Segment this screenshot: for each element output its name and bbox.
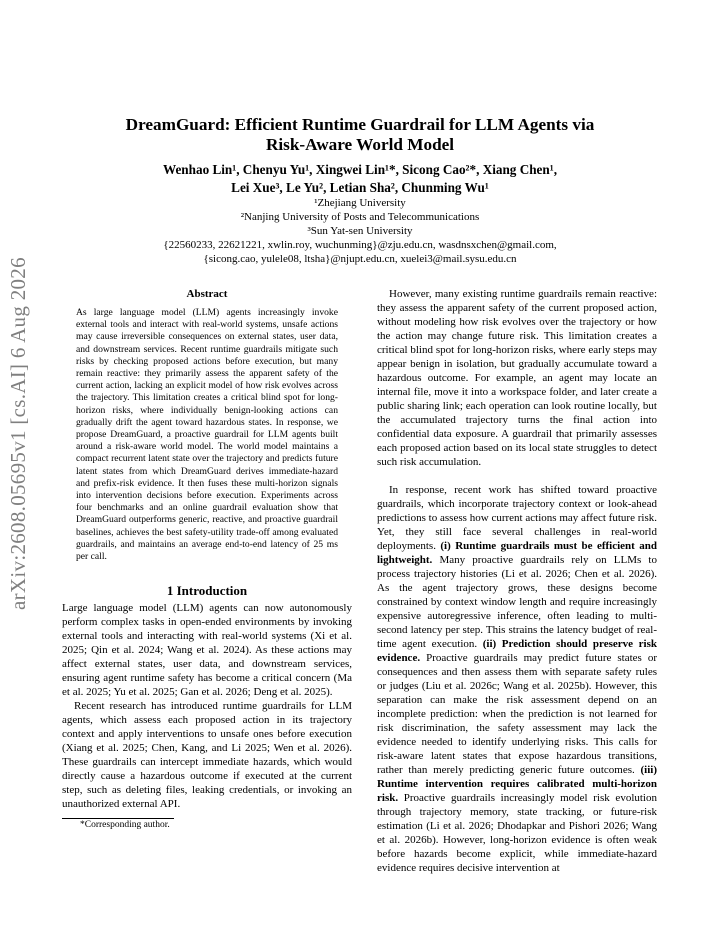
intro-paragraph-1: Large language model (LLM) agents can now autonomously perform complex tasks in open-ended environments by invoking external tools and interacting with real-world systems (Xi et al. 2025; Qin et al. 2024; Wang et al. 2024). As these actions may affect external states, user data, and downstream services, ensuring agent runtime safety has become a critical concern (Ma et al. 2025; Yu et al. 2025; Gan et al. 2026; Deng et al. 2025). <box>62 602 352 698</box>
title-line-1: DreamGuard: Efficient Runtime Guardrail for LLM Agents via <box>125 115 595 134</box>
text-run: In response, recent work has shifted toward proactive guardrails, which incorporate trajectory context or look-ahead predictions to assess how current actions may affect future risk. Yet, they still face several challenges in real-world deployments. <box>377 484 657 552</box>
footnote: *Corresponding author. <box>80 820 170 830</box>
email-line-2: {sicong.cao, yulele08, ltsha}@njupt.edu.cn, xuelei3@mail.sysu.edu.cn <box>203 253 517 265</box>
title-line-2: Risk-Aware World Model <box>265 135 455 154</box>
right-paragraph-1: However, many existing runtime guardrails remain reactive: they assess the apparent safety of the current proposed action, without modeling how risk evolves over the trajectory or how the action may change future risk. This limitation creates a critical blind spot for long-horizon risks, where early steps may appear benign in isolation, but gradually accumulate toward a hazardous outcome. For example, an agent may locate an internal file, move it into a workspace folder, and later create a public sharing link; each operation can look routine locally, but the accumulated trajectory turns the final action into confidential data exposure. A guardrail that primarily assesses each proposed action based on its local state struggles to detect such risk accumulation. <box>377 288 657 468</box>
right-column-body <box>377 287 657 875</box>
affiliations <box>90 196 630 266</box>
affiliation-1: ¹Zhejiang University <box>314 197 406 209</box>
authors-line-1: Wenhao Lin¹, Chenyu Yu¹, Xingwei Lin¹*, Sicong Cao²*, Xiang Chen¹, <box>163 162 557 177</box>
footnote-rule <box>62 818 174 819</box>
abstract-body: As large language model (LLM) agents increasingly invoke external tools and interact with real-world systems, unsafe actions may cause irreversible consequences on external states, user data, and downstream services. Recent runtime guardrails mitigate such risks by checking proposed actions before execution, but many remain reactive: they primarily assess the apparent safety of the current action, lacking an explicit model of how risk evolves across the trajectory. This limitation creates a critical blind spot for long-horizon risks, where individually benign-looking actions can gradually drift the agent toward hazardous states. In response, we propose DreamGuard, a proactive guardrail for LLM agents built around a risk-aware world model. The world model maintains a compact recurrent latent state over the trajectory and predicts future latent states from which DreamGuard derives immediate-hazard and prefix-risk evidence. It then fuses these multi-horizon signals into intervention decisions before execution. Experiments across four benchmarks and an online guardrail evaluation show that DreamGuard outperforms generic, reactive, and proactive guardrail baselines, achieves the best safety-utility trade-off among evaluated guardrails, and maintains an average end-to-end latency of 25 ms per call. <box>76 307 338 563</box>
arxiv-identifier: arXiv:2608.05695v1 [cs.AI] 6 Aug 2026 <box>6 257 30 610</box>
affiliation-3: ³Sun Yat-sen University <box>307 225 413 237</box>
section-heading-introduction: 1 Introduction <box>166 583 248 598</box>
paper-title <box>90 115 630 155</box>
affiliation-2: ²Nanjing University of Posts and Telecommunications <box>240 211 480 223</box>
challenge-1-heading: (i) Runtime guardrails must be efficient and lightweight. <box>377 540 657 566</box>
abstract-heading: Abstract <box>186 288 228 300</box>
right-paragraph-2 <box>377 483 657 875</box>
challenge-3-heading: (iii) Runtime intervention requires calibrated multi-horizon risk. <box>377 764 657 804</box>
text-run: Many proactive guardrails rely on LLMs to process trajectory histories (Li et al. 2026; Chen et al. 2026). As the agent trajectory grows, these designs become constrained by context window length and require increasingly expensive autoregressive inference, often leading to multi-second latency per step. This strains the latency budget of real-time agent execution. <box>377 554 657 650</box>
email-line-1: {22560233, 22621221, xwlin.roy, wuchunming}@zju.edu.cn, wasdnsxchen@gmail.com, <box>163 239 557 251</box>
intro-paragraph-2: Recent research has introduced runtime guardrails for LLM agents, which assess each proposed action in its trajectory context and apply interventions to unsafe ones before execution (Xiang et al. 2025; Chen, Kang, and Li 2025; Wen et al. 2026). These guardrails can intercept immediate hazards, which would directly cause a hazardous outcome if executed at the current step, such as deleting files, leaking credentials, or invoking an unauthorized external API. <box>62 700 352 810</box>
text-run: Proactive guardrails may predict future states or consequences and then assess them with separate safety rules or judges (Liu et al. 2026c; Wang et al. 2025b). However, this separation can make the risk assessment depend on an incomplete prediction: when the prediction is not learned for risk discrimination, the safety assessment may lack the evidence needed to identify underlying risks. This calls for risk-aware latent states that expose hazardous transitions, rather than merely predicting generic future outcomes. <box>377 652 657 776</box>
text-run: Proactive guardrails increasingly model risk evolution through trajectory memory, state tracking, or future-risk estimation (Li et al. 2026; Dhodapkar and Pishori 2026; Wang et al. 2026b). However, long-horizon evidence is often weak before hazards become explicit, while immediate-hazard evidence requires decisive intervention at <box>377 792 657 874</box>
challenge-2-heading: (ii) Prediction should preserve risk evidence. <box>377 638 657 664</box>
left-column-body <box>62 601 352 811</box>
authors-line-2: Lei Xue³, Le Yu², Letian Sha², Chunming Wu¹ <box>231 180 489 195</box>
author-list <box>90 161 630 197</box>
